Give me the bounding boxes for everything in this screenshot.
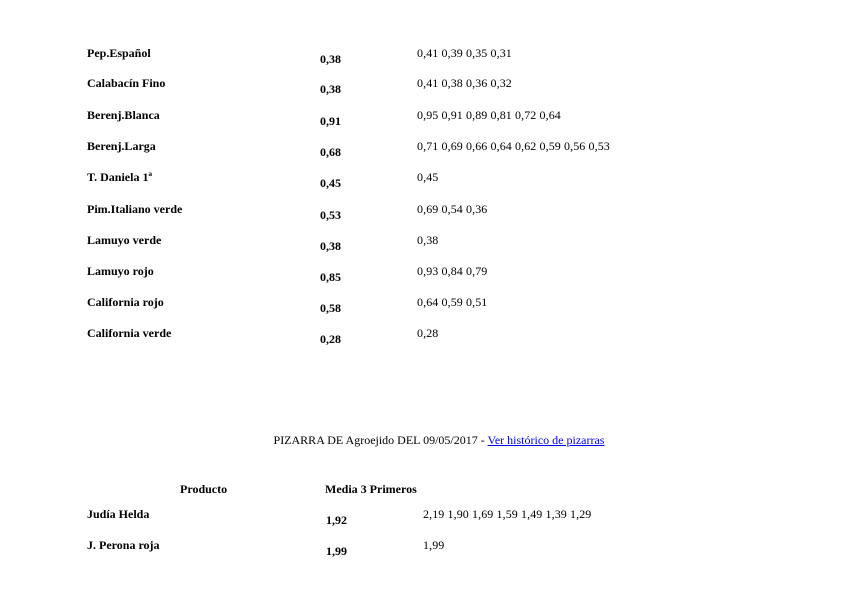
table-row — [0, 326, 848, 354]
price-list: 0,41 0,38 0,36 0,32 — [417, 76, 512, 90]
price-list: 0,45 — [417, 170, 439, 184]
price-list: 1,99 — [423, 538, 445, 552]
price-list: 0,28 — [417, 326, 439, 340]
table-row — [0, 76, 848, 104]
average-value: 0,58 — [320, 301, 341, 315]
board-header — [0, 433, 848, 448]
average-value: 1,92 — [326, 513, 347, 527]
average-value: 0,38 — [320, 52, 341, 66]
table-row — [0, 295, 848, 323]
product-name: California verde — [87, 326, 172, 340]
product-name: Lamuyo verde — [87, 233, 162, 247]
average-value: 0,91 — [320, 114, 341, 128]
average-value: 0,53 — [320, 208, 341, 222]
product-name: Pep.Español — [87, 46, 151, 60]
board-title: PIZARRA DE Agroejido DEL 09/05/2017 — [273, 433, 478, 447]
table-row — [0, 233, 848, 261]
product-name: Berenj.Larga — [87, 139, 156, 153]
table-row — [0, 507, 848, 535]
product-name: Pim.Italiano verde — [87, 202, 183, 216]
average-value: 1,99 — [326, 544, 347, 558]
history-link[interactable]: Ver histórico de pizarras — [487, 433, 605, 447]
header-separator: - — [477, 433, 488, 447]
table-row — [0, 139, 848, 167]
column-header-media: Media 3 Primeros — [325, 482, 417, 496]
price-list: 0,38 — [417, 233, 439, 247]
table-row — [0, 202, 848, 230]
table-row — [0, 170, 848, 198]
table-row — [0, 264, 848, 292]
average-value: 0,38 — [320, 82, 341, 96]
average-value: 0,38 — [320, 239, 341, 253]
price-list: 0,64 0,59 0,51 — [417, 295, 488, 309]
price-list: 0,71 0,69 0,66 0,64 0,62 0,59 0,56 0,53 — [417, 139, 610, 153]
average-value: 0,45 — [320, 176, 341, 190]
price-list: 0,69 0,54 0,36 — [417, 202, 488, 216]
price-list: 0,95 0,91 0,89 0,81 0,72 0,64 — [417, 108, 561, 122]
table-row — [0, 538, 848, 566]
average-value: 0,28 — [320, 332, 341, 346]
product-name: J. Perona roja — [87, 538, 160, 552]
product-name: California rojo — [87, 295, 164, 309]
product-name: T. Daniela 1ª — [87, 170, 153, 184]
average-value: 0,85 — [320, 270, 341, 284]
price-list: 2,19 1,90 1,69 1,59 1,49 1,39 1,29 — [423, 507, 592, 521]
table-row — [0, 46, 848, 74]
price-list: 0,41 0,39 0,35 0,31 — [417, 46, 512, 60]
price-list: 0,93 0,84 0,79 — [417, 264, 488, 278]
table-row — [0, 108, 848, 136]
column-header-product: Producto — [180, 482, 228, 496]
product-name: Judía Helda — [87, 507, 150, 521]
product-name: Berenj.Blanca — [87, 108, 160, 122]
product-name: Calabacín Fino — [87, 76, 166, 90]
average-value: 0,68 — [320, 145, 341, 159]
product-name: Lamuyo rojo — [87, 264, 154, 278]
